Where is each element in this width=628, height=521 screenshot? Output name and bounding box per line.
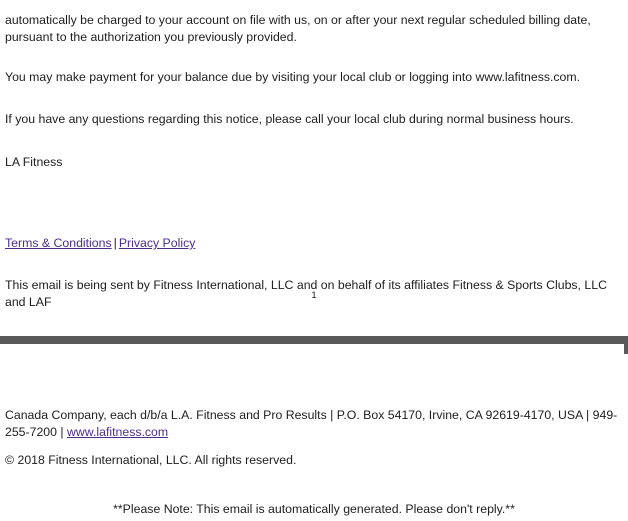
signature-la-fitness: LA Fitness: [5, 155, 63, 170]
scrollbar-marker[interactable]: [624, 336, 628, 354]
paragraph-questions: If you have any questions regarding this notice, please call your local club during normal business hours.: [5, 112, 574, 127]
website-link[interactable]: www.lafitness.com: [67, 425, 169, 440]
automated-email-note: **Please Note: This email is automatically generated. Please don't reply.**: [113, 502, 515, 517]
footer-address-text: Canada Company, each d/b/a L.A. Fitness and Pro Results | P.O. Box 54170, Irvine, CA 92619-4170, USA | 949-255-7200 |: [5, 408, 618, 440]
terms-and-conditions-link[interactable]: Terms & Conditions: [5, 236, 112, 250]
paragraph-billing-authorization: automatically be charged to your account on file with us, on or after your next regular scheduled billing date, pursuant to the authorization you previously provided.: [5, 13, 591, 45]
paragraph-payment-instructions: You may make payment for your balance due by visiting your local club or logging into www.lafitness.com.: [5, 70, 581, 85]
privacy-policy-link[interactable]: Privacy Policy: [118, 236, 196, 250]
footer-divider: [0, 336, 628, 344]
copyright-text: © 2018 Fitness International, LLC. All rights reserved.: [5, 453, 297, 468]
footer-address: [5, 407, 620, 441]
legal-disclaimer-text: This email is being sent by Fitness International, LLC and on behalf of its affiliates Fitness & Sports Clubs, LLC and LAF: [5, 278, 607, 310]
page-number: 1: [311, 290, 317, 301]
link-separator: |: [113, 236, 117, 250]
legal-links: [5, 235, 195, 252]
